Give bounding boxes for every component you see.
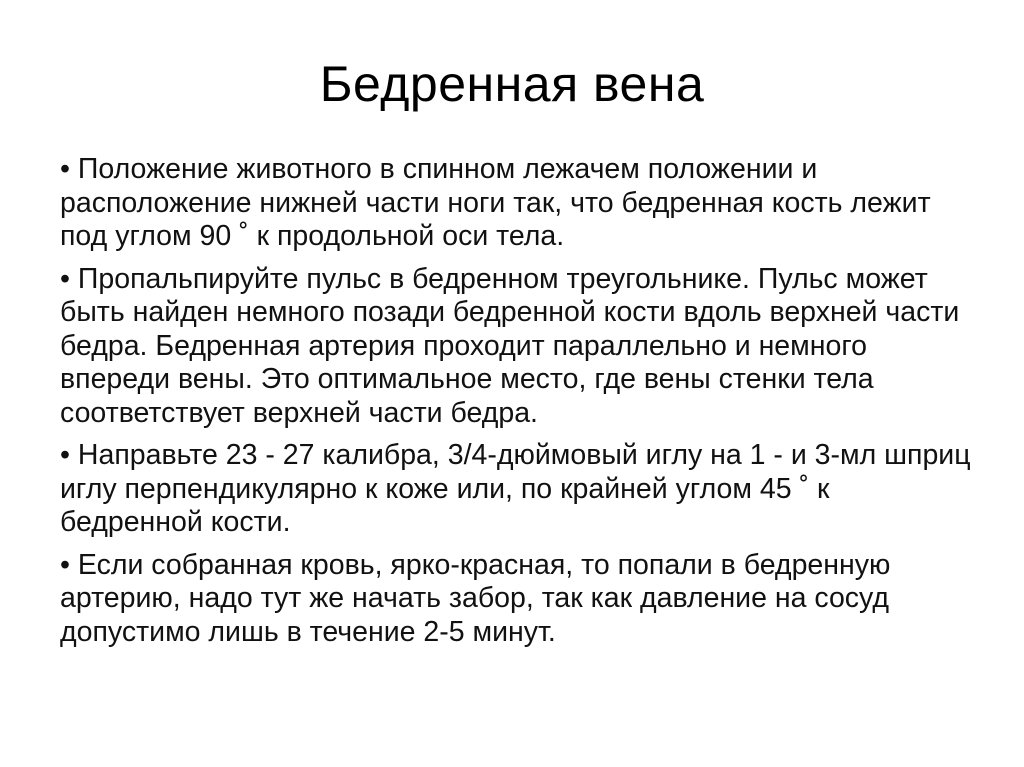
bullet-item: • Направьте 23 - 27 калибра, 3/4-дюймовый иглу на 1 - и 3-мл шприц иглу перпендикулярно к коже или, по крайней углом 45 ˚ к бедренной кости. xyxy=(60,439,971,538)
slide-title: Бедренная вена xyxy=(319,56,705,112)
bullet-item: • Пропальпируйте пульс в бедренном треугольнике. Пульс может быть найден немного позади бедренной кости вдоль верхней части бедра. Бедренная артерия проходит параллельно и немного впереди вены. Это оптимальное место, где вены стенки тела соответствует верхней части бедра. xyxy=(60,262,960,429)
bullet-item: • Положение животного в спинном лежачем положении и расположение нижней части ноги так, что бедренная кость лежит под углом 90 ˚ к продольной оси тела. xyxy=(60,153,931,252)
bullet-list xyxy=(60,153,980,658)
bullet-item: • Если собранная кровь, ярко-красная, то попали в бедренную артерию, надо тут же начать забор, так как давление на сосуд допустимо лишь в течение 2-5 минут. xyxy=(60,548,891,648)
